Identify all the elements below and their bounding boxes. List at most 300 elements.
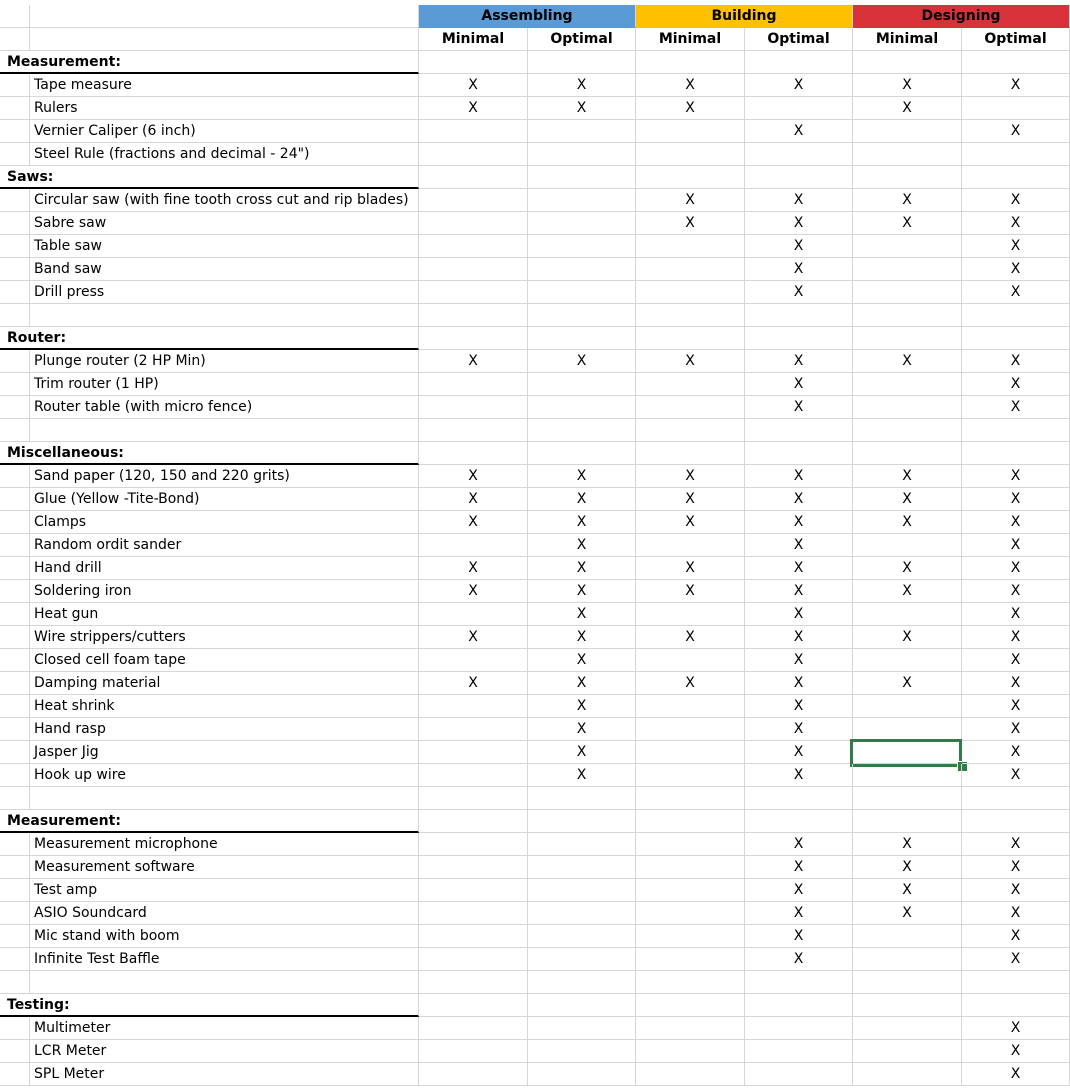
cell[interactable] — [528, 810, 636, 833]
cell[interactable] — [853, 143, 962, 166]
sub-header-designing-optimal[interactable]: Optimal — [962, 28, 1070, 51]
cell[interactable] — [419, 948, 528, 971]
cell[interactable] — [528, 235, 636, 258]
x-mark-cell[interactable]: X — [962, 764, 1070, 787]
x-mark-cell[interactable]: X — [528, 488, 636, 511]
item-label[interactable]: Sand paper (120, 150 and 220 grits) — [30, 465, 419, 488]
cell[interactable] — [853, 718, 962, 741]
cell[interactable] — [419, 51, 528, 74]
x-mark-cell[interactable]: X — [528, 511, 636, 534]
indent-cell[interactable] — [0, 258, 30, 281]
cell[interactable] — [419, 810, 528, 833]
cell[interactable] — [419, 166, 528, 189]
cell[interactable] — [419, 258, 528, 281]
x-mark-cell[interactable]: X — [962, 902, 1070, 925]
x-mark-cell[interactable]: X — [853, 856, 962, 879]
x-mark-cell[interactable]: X — [962, 373, 1070, 396]
indent-cell[interactable] — [0, 879, 30, 902]
indent-cell[interactable] — [0, 902, 30, 925]
x-mark-cell[interactable]: X — [853, 488, 962, 511]
indent-cell[interactable] — [0, 649, 30, 672]
cell[interactable] — [528, 304, 636, 327]
cell[interactable] — [745, 1017, 853, 1040]
cell[interactable] — [636, 879, 745, 902]
cell[interactable] — [853, 534, 962, 557]
cell[interactable] — [636, 304, 745, 327]
item-label[interactable]: Circular saw (with fine tooth cross cut and rip blades) — [30, 189, 419, 212]
cell[interactable] — [745, 166, 853, 189]
cell[interactable] — [419, 1017, 528, 1040]
cell[interactable] — [528, 787, 636, 810]
sub-header-building-optimal[interactable]: Optimal — [745, 28, 853, 51]
cell[interactable] — [636, 258, 745, 281]
x-mark-cell[interactable]: X — [745, 235, 853, 258]
cell[interactable] — [30, 787, 419, 810]
cell[interactable] — [0, 5, 30, 28]
cell[interactable] — [419, 603, 528, 626]
cell[interactable] — [853, 994, 962, 1017]
x-mark-cell[interactable]: X — [853, 350, 962, 373]
item-label[interactable]: Damping material — [30, 672, 419, 695]
item-label[interactable]: ASIO Soundcard — [30, 902, 419, 925]
x-mark-cell[interactable]: X — [853, 189, 962, 212]
cell[interactable] — [853, 1040, 962, 1063]
cell[interactable] — [962, 971, 1070, 994]
cell[interactable] — [745, 143, 853, 166]
x-mark-cell[interactable]: X — [853, 879, 962, 902]
cell[interactable] — [853, 925, 962, 948]
x-mark-cell[interactable]: X — [745, 925, 853, 948]
x-mark-cell[interactable]: X — [962, 672, 1070, 695]
x-mark-cell[interactable]: X — [962, 580, 1070, 603]
cell[interactable] — [636, 442, 745, 465]
item-label[interactable]: Table saw — [30, 235, 419, 258]
x-mark-cell[interactable]: X — [745, 902, 853, 925]
cell[interactable] — [636, 327, 745, 350]
x-mark-cell[interactable]: X — [853, 511, 962, 534]
indent-cell[interactable] — [0, 396, 30, 419]
cell[interactable] — [419, 396, 528, 419]
indent-cell[interactable] — [0, 511, 30, 534]
cell[interactable] — [853, 948, 962, 971]
x-mark-cell[interactable]: X — [745, 350, 853, 373]
x-mark-cell[interactable]: X — [528, 97, 636, 120]
indent-cell[interactable] — [0, 212, 30, 235]
x-mark-cell[interactable]: X — [745, 373, 853, 396]
x-mark-cell[interactable]: X — [419, 511, 528, 534]
x-mark-cell[interactable]: X — [853, 902, 962, 925]
item-label[interactable]: Vernier Caliper (6 inch) — [30, 120, 419, 143]
cell[interactable] — [745, 810, 853, 833]
x-mark-cell[interactable]: X — [528, 557, 636, 580]
cell[interactable] — [853, 971, 962, 994]
item-label[interactable]: Router table (with micro fence) — [30, 396, 419, 419]
x-mark-cell[interactable]: X — [962, 948, 1070, 971]
cell[interactable] — [853, 166, 962, 189]
x-mark-cell[interactable]: X — [636, 580, 745, 603]
indent-cell[interactable] — [0, 971, 30, 994]
x-mark-cell[interactable]: X — [528, 74, 636, 97]
x-mark-cell[interactable]: X — [636, 488, 745, 511]
item-label[interactable]: Wire strippers/cutters — [30, 626, 419, 649]
item-label[interactable]: Heat shrink — [30, 695, 419, 718]
cell[interactable] — [419, 764, 528, 787]
indent-cell[interactable] — [0, 741, 30, 764]
cell[interactable] — [636, 1017, 745, 1040]
x-mark-cell[interactable]: X — [962, 695, 1070, 718]
cell[interactable] — [419, 212, 528, 235]
item-label[interactable]: Hand drill — [30, 557, 419, 580]
cell[interactable] — [30, 419, 419, 442]
cell[interactable] — [962, 304, 1070, 327]
cell[interactable] — [962, 810, 1070, 833]
item-label[interactable]: Soldering iron — [30, 580, 419, 603]
cell[interactable] — [30, 28, 419, 51]
item-label[interactable]: Test amp — [30, 879, 419, 902]
x-mark-cell[interactable]: X — [745, 212, 853, 235]
x-mark-cell[interactable]: X — [636, 189, 745, 212]
x-mark-cell[interactable]: X — [962, 258, 1070, 281]
x-mark-cell[interactable]: X — [528, 350, 636, 373]
cell[interactable] — [528, 902, 636, 925]
cell[interactable] — [419, 1040, 528, 1063]
item-label[interactable]: Tape measure — [30, 74, 419, 97]
cell[interactable] — [636, 833, 745, 856]
item-label[interactable]: LCR Meter — [30, 1040, 419, 1063]
x-mark-cell[interactable]: X — [636, 672, 745, 695]
x-mark-cell[interactable]: X — [853, 580, 962, 603]
indent-cell[interactable] — [0, 856, 30, 879]
item-label[interactable]: Clamps — [30, 511, 419, 534]
x-mark-cell[interactable]: X — [962, 212, 1070, 235]
x-mark-cell[interactable]: X — [745, 281, 853, 304]
x-mark-cell[interactable]: X — [419, 488, 528, 511]
cell[interactable] — [528, 258, 636, 281]
x-mark-cell[interactable]: X — [419, 74, 528, 97]
selected-cell-outline[interactable] — [850, 739, 962, 767]
cell[interactable] — [636, 994, 745, 1017]
x-mark-cell[interactable]: X — [745, 74, 853, 97]
indent-cell[interactable] — [0, 281, 30, 304]
x-mark-cell[interactable]: X — [962, 488, 1070, 511]
cell[interactable] — [636, 948, 745, 971]
item-label[interactable]: Plunge router (2 HP Min) — [30, 350, 419, 373]
x-mark-cell[interactable]: X — [745, 557, 853, 580]
x-mark-cell[interactable]: X — [419, 626, 528, 649]
x-mark-cell[interactable]: X — [853, 557, 962, 580]
x-mark-cell[interactable]: X — [419, 580, 528, 603]
cell[interactable] — [419, 787, 528, 810]
x-mark-cell[interactable]: X — [419, 97, 528, 120]
item-label[interactable]: Heat gun — [30, 603, 419, 626]
section-label[interactable]: Testing: — [0, 994, 419, 1017]
indent-cell[interactable] — [0, 1063, 30, 1086]
indent-cell[interactable] — [0, 350, 30, 373]
cell[interactable] — [528, 442, 636, 465]
item-label[interactable]: Infinite Test Baffle — [30, 948, 419, 971]
indent-cell[interactable] — [0, 304, 30, 327]
cell[interactable] — [636, 718, 745, 741]
indent-cell[interactable] — [0, 534, 30, 557]
cell[interactable] — [419, 373, 528, 396]
item-label[interactable]: Measurement software — [30, 856, 419, 879]
cell[interactable] — [528, 1063, 636, 1086]
x-mark-cell[interactable]: X — [528, 534, 636, 557]
cell[interactable] — [528, 327, 636, 350]
cell[interactable] — [419, 741, 528, 764]
x-mark-cell[interactable]: X — [636, 626, 745, 649]
cell[interactable] — [962, 787, 1070, 810]
x-mark-cell[interactable]: X — [962, 1040, 1070, 1063]
item-label[interactable]: Jasper Jig — [30, 741, 419, 764]
x-mark-cell[interactable]: X — [745, 120, 853, 143]
x-mark-cell[interactable]: X — [962, 396, 1070, 419]
group-header-designing[interactable]: Designing — [853, 5, 1070, 28]
cell[interactable] — [636, 534, 745, 557]
indent-cell[interactable] — [0, 948, 30, 971]
x-mark-cell[interactable]: X — [962, 74, 1070, 97]
cell[interactable] — [636, 396, 745, 419]
cell[interactable] — [962, 419, 1070, 442]
cell[interactable] — [636, 787, 745, 810]
item-label[interactable]: Trim router (1 HP) — [30, 373, 419, 396]
x-mark-cell[interactable]: X — [528, 580, 636, 603]
cell[interactable] — [853, 373, 962, 396]
x-mark-cell[interactable]: X — [745, 534, 853, 557]
cell[interactable] — [528, 166, 636, 189]
indent-cell[interactable] — [0, 764, 30, 787]
cell[interactable] — [962, 97, 1070, 120]
cell[interactable] — [745, 994, 853, 1017]
cell[interactable] — [745, 1040, 853, 1063]
x-mark-cell[interactable]: X — [636, 350, 745, 373]
cell[interactable] — [419, 189, 528, 212]
cell[interactable] — [853, 396, 962, 419]
x-mark-cell[interactable]: X — [962, 557, 1070, 580]
cell[interactable] — [745, 304, 853, 327]
section-label[interactable]: Router: — [0, 327, 419, 350]
cell[interactable] — [853, 51, 962, 74]
indent-cell[interactable] — [0, 1040, 30, 1063]
x-mark-cell[interactable]: X — [745, 580, 853, 603]
item-label[interactable]: Band saw — [30, 258, 419, 281]
x-mark-cell[interactable]: X — [962, 1063, 1070, 1086]
cell[interactable] — [528, 419, 636, 442]
x-mark-cell[interactable]: X — [745, 465, 853, 488]
x-mark-cell[interactable]: X — [962, 626, 1070, 649]
item-label[interactable]: Random ordit sander — [30, 534, 419, 557]
x-mark-cell[interactable]: X — [636, 511, 745, 534]
cell[interactable] — [636, 856, 745, 879]
cell[interactable] — [528, 189, 636, 212]
cell[interactable] — [636, 120, 745, 143]
indent-cell[interactable] — [0, 718, 30, 741]
cell[interactable] — [636, 971, 745, 994]
x-mark-cell[interactable]: X — [528, 603, 636, 626]
x-mark-cell[interactable]: X — [962, 189, 1070, 212]
cell[interactable] — [853, 442, 962, 465]
x-mark-cell[interactable]: X — [528, 695, 636, 718]
x-mark-cell[interactable]: X — [636, 74, 745, 97]
cell[interactable] — [962, 994, 1070, 1017]
cell[interactable] — [528, 1017, 636, 1040]
cell[interactable] — [636, 419, 745, 442]
x-mark-cell[interactable]: X — [962, 1017, 1070, 1040]
x-mark-cell[interactable]: X — [419, 465, 528, 488]
cell[interactable] — [745, 1063, 853, 1086]
cell[interactable] — [636, 1040, 745, 1063]
x-mark-cell[interactable]: X — [853, 833, 962, 856]
cell[interactable] — [528, 143, 636, 166]
x-mark-cell[interactable]: X — [853, 74, 962, 97]
x-mark-cell[interactable]: X — [962, 833, 1070, 856]
cell[interactable] — [636, 925, 745, 948]
x-mark-cell[interactable]: X — [528, 741, 636, 764]
indent-cell[interactable] — [0, 235, 30, 258]
indent-cell[interactable] — [0, 557, 30, 580]
section-label[interactable]: Measurement: — [0, 810, 419, 833]
x-mark-cell[interactable]: X — [528, 764, 636, 787]
cell[interactable] — [528, 281, 636, 304]
section-label[interactable]: Measurement: — [0, 51, 419, 74]
x-mark-cell[interactable]: X — [528, 649, 636, 672]
cell[interactable] — [853, 235, 962, 258]
x-mark-cell[interactable]: X — [419, 557, 528, 580]
x-mark-cell[interactable]: X — [419, 672, 528, 695]
x-mark-cell[interactable]: X — [745, 718, 853, 741]
cell[interactable] — [853, 603, 962, 626]
x-mark-cell[interactable]: X — [962, 718, 1070, 741]
cell[interactable] — [419, 994, 528, 1017]
cell[interactable] — [962, 143, 1070, 166]
x-mark-cell[interactable]: X — [745, 856, 853, 879]
item-label[interactable]: Hand rasp — [30, 718, 419, 741]
x-mark-cell[interactable]: X — [853, 212, 962, 235]
cell[interactable] — [636, 51, 745, 74]
cell[interactable] — [636, 741, 745, 764]
x-mark-cell[interactable]: X — [962, 856, 1070, 879]
cell[interactable] — [636, 649, 745, 672]
cell[interactable] — [745, 787, 853, 810]
cell[interactable] — [419, 925, 528, 948]
x-mark-cell[interactable]: X — [745, 695, 853, 718]
section-label[interactable]: Saws: — [0, 166, 419, 189]
cell[interactable] — [528, 1040, 636, 1063]
cell[interactable] — [745, 97, 853, 120]
cell[interactable] — [419, 695, 528, 718]
cell[interactable] — [419, 235, 528, 258]
item-label[interactable]: Glue (Yellow -Tite-Bond) — [30, 488, 419, 511]
cell[interactable] — [30, 5, 419, 28]
cell[interactable] — [745, 51, 853, 74]
cell[interactable] — [853, 649, 962, 672]
cell[interactable] — [528, 212, 636, 235]
indent-cell[interactable] — [0, 925, 30, 948]
item-label[interactable]: SPL Meter — [30, 1063, 419, 1086]
indent-cell[interactable] — [0, 373, 30, 396]
cell[interactable] — [419, 419, 528, 442]
indent-cell[interactable] — [0, 787, 30, 810]
indent-cell[interactable] — [0, 465, 30, 488]
cell[interactable] — [853, 1017, 962, 1040]
cell[interactable] — [419, 649, 528, 672]
cell[interactable] — [636, 695, 745, 718]
x-mark-cell[interactable]: X — [962, 879, 1070, 902]
cell[interactable] — [528, 925, 636, 948]
cell[interactable] — [853, 787, 962, 810]
item-label[interactable]: Mic stand with boom — [30, 925, 419, 948]
indent-cell[interactable] — [0, 626, 30, 649]
cell[interactable] — [853, 120, 962, 143]
x-mark-cell[interactable]: X — [962, 511, 1070, 534]
sub-header-assembling-optimal[interactable]: Optimal — [528, 28, 636, 51]
cell[interactable] — [636, 902, 745, 925]
cell[interactable] — [0, 28, 30, 51]
cell[interactable] — [853, 327, 962, 350]
x-mark-cell[interactable]: X — [745, 488, 853, 511]
cell[interactable] — [528, 51, 636, 74]
x-mark-cell[interactable]: X — [853, 626, 962, 649]
item-label[interactable]: Drill press — [30, 281, 419, 304]
cell[interactable] — [528, 120, 636, 143]
cell[interactable] — [419, 143, 528, 166]
cell[interactable] — [636, 166, 745, 189]
x-mark-cell[interactable]: X — [745, 189, 853, 212]
cell[interactable] — [636, 373, 745, 396]
indent-cell[interactable] — [0, 143, 30, 166]
cell[interactable] — [528, 833, 636, 856]
cell[interactable] — [528, 856, 636, 879]
x-mark-cell[interactable]: X — [528, 672, 636, 695]
item-label[interactable]: Multimeter — [30, 1017, 419, 1040]
indent-cell[interactable] — [0, 1017, 30, 1040]
cell[interactable] — [853, 1063, 962, 1086]
x-mark-cell[interactable]: X — [962, 350, 1070, 373]
x-mark-cell[interactable]: X — [636, 557, 745, 580]
group-header-building[interactable]: Building — [636, 5, 853, 28]
x-mark-cell[interactable]: X — [745, 741, 853, 764]
cell[interactable] — [962, 327, 1070, 350]
cell[interactable] — [853, 281, 962, 304]
item-label[interactable]: Steel Rule (fractions and decimal - 24") — [30, 143, 419, 166]
x-mark-cell[interactable]: X — [962, 741, 1070, 764]
cell[interactable] — [528, 879, 636, 902]
x-mark-cell[interactable]: X — [962, 534, 1070, 557]
section-label[interactable]: Miscellaneous: — [0, 442, 419, 465]
cell[interactable] — [745, 971, 853, 994]
indent-cell[interactable] — [0, 97, 30, 120]
indent-cell[interactable] — [0, 580, 30, 603]
x-mark-cell[interactable]: X — [636, 465, 745, 488]
x-mark-cell[interactable]: X — [853, 672, 962, 695]
x-mark-cell[interactable]: X — [528, 626, 636, 649]
cell[interactable] — [853, 258, 962, 281]
x-mark-cell[interactable]: X — [853, 465, 962, 488]
x-mark-cell[interactable]: X — [962, 603, 1070, 626]
cell[interactable] — [636, 1063, 745, 1086]
item-label[interactable]: Sabre saw — [30, 212, 419, 235]
cell[interactable] — [962, 51, 1070, 74]
x-mark-cell[interactable]: X — [745, 511, 853, 534]
indent-cell[interactable] — [0, 695, 30, 718]
x-mark-cell[interactable]: X — [745, 649, 853, 672]
group-header-assembling[interactable]: Assembling — [419, 5, 636, 28]
cell[interactable] — [419, 879, 528, 902]
x-mark-cell[interactable]: X — [962, 925, 1070, 948]
cell[interactable] — [419, 281, 528, 304]
cell[interactable] — [419, 718, 528, 741]
cell[interactable] — [528, 948, 636, 971]
